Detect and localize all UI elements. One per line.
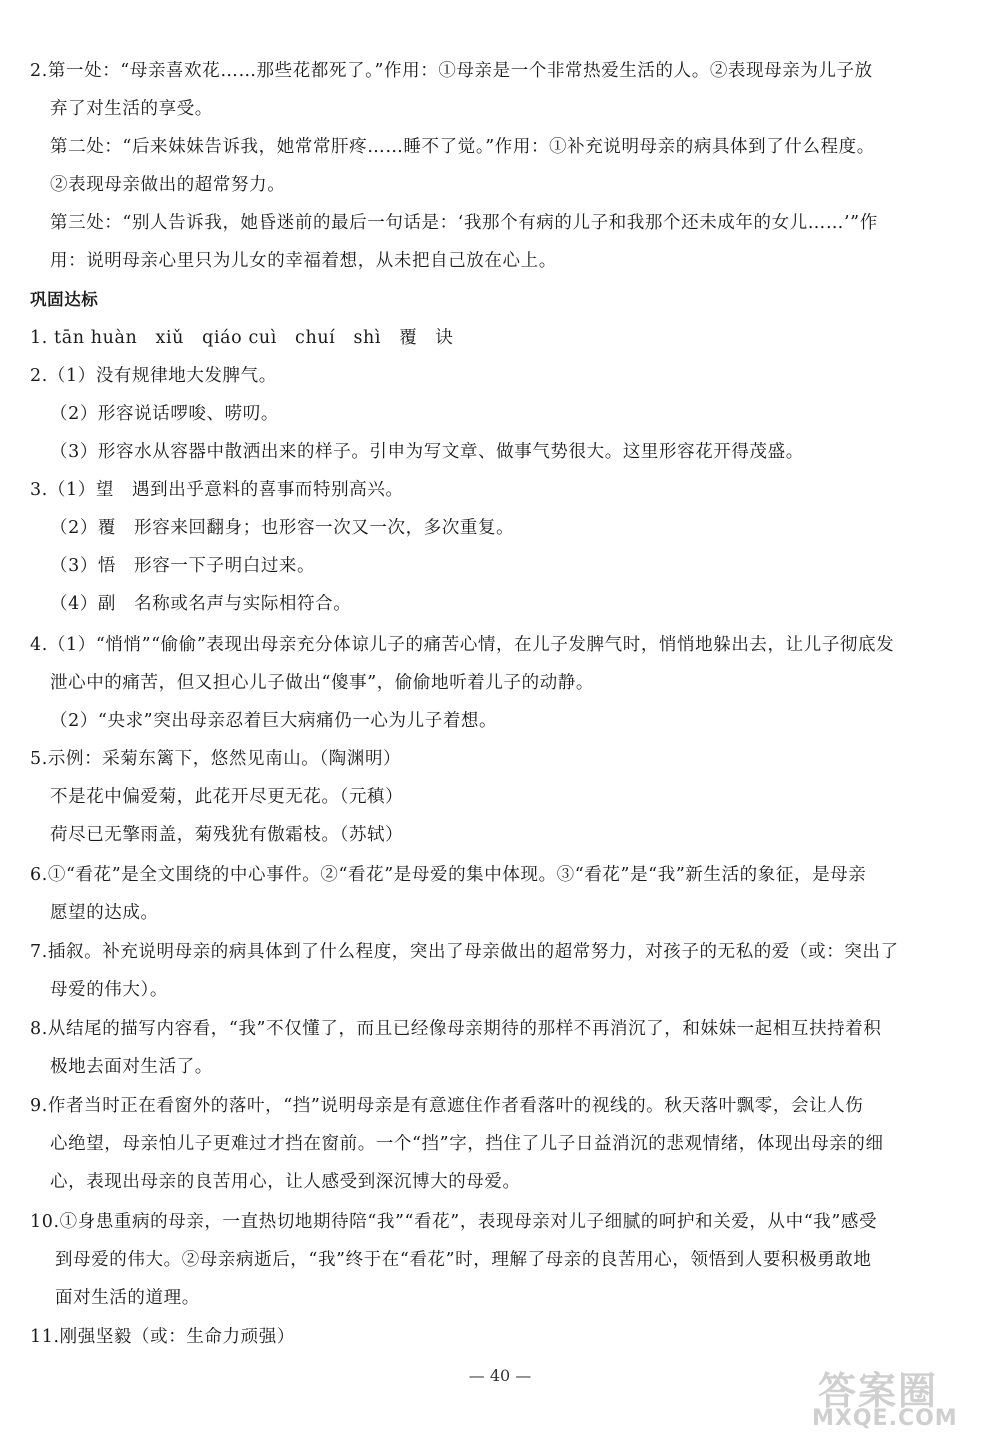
answer-line: 第三处：“别人告诉我，她昏迷前的最后一句话是：‘我那个有病的儿子和我那个还未成年的女儿……’”作 [50, 213, 878, 233]
answer-line: 愿望的达成。 [50, 903, 159, 923]
answer-line: 荷尽已无擎雨盖，菊残犹有傲霜枝。（苏轼） [50, 825, 404, 845]
answer-line: （4）副 名称或名声与实际相符合。 [50, 594, 352, 614]
answer-line: 第二处：“后来妹妹告诉我，她常常肝疼……睡不了觉。”作用：①补充说明母亲的病具体到了什么程度。 [50, 137, 875, 157]
answer-line: 1. tān huàn xiǔ qiáo cuì chuí shì 覆 诀 [30, 328, 454, 348]
page-number: — 40 — [468, 1366, 532, 1385]
answer-line: 2.第一处：“母亲喜欢花……那些花都死了。”作用：①母亲是一个非常热爱生活的人。②表现母亲为儿子放 [30, 61, 873, 81]
answer-line: 7.插叙。补充说明母亲的病具体到了什么程度，突出了母亲做出的超常努力，对孩子的无私的爱（或：突出了 [30, 942, 899, 962]
answer-line: 8.从结尾的描写内容看，“我”不仅懂了，而且已经像母亲期待的那样不再消沉了，和妹妹一起相互扶持着积 [30, 1019, 882, 1039]
section-heading: 巩固达标 [30, 290, 99, 309]
watermark-bottom-text: MXQE.COM [812, 1406, 958, 1431]
answer-line: 4.（1）“悄悄”“偷偷”表现出母亲充分体谅儿子的痛苦心情，在儿子发脾气时，悄悄地躲出去，让儿子彻底发 [30, 635, 895, 655]
answer-line: 泄心中的痛苦，但又担心儿子做出“傻事”，偷偷地听着儿子的动静。 [50, 673, 594, 693]
answer-line: 用：说明母亲心里只为儿女的幸福着想，从未把自己放在心上。 [50, 251, 557, 271]
answer-line: 9.作者当时正在看窗外的落叶，“挡”说明母亲是有意遮住作者看落叶的视线的。秋天落叶飘零，会让人伤 [30, 1096, 864, 1116]
answer-line: （2）“央求”突出母亲忍着巨大病痛仍一心为儿子着想。 [50, 711, 498, 731]
answer-line: 心绝望，母亲怕儿子更难过才挡在窗前。一个“挡”字，挡住了儿子日益消沉的悲观情绪，体现出母亲的细 [50, 1134, 884, 1154]
answer-line: 面对生活的道理。 [55, 1288, 200, 1308]
answer-line: 10.①身患重病的母亲，一直热切地期待陪“我”“看花”，表现母亲对儿子细腻的呵护和关爱，从中“我”感受 [30, 1212, 878, 1232]
watermark-logo [812, 1360, 992, 1432]
answer-line: （3）悟 形容一下子明白过来。 [50, 556, 316, 576]
answer-line: 母爱的伟大）。 [50, 980, 168, 1000]
answer-line: （2）覆 形容来回翻身；也形容一次又一次，多次重复。 [50, 518, 515, 538]
answer-line: 5.示例：采菊东篱下，悠然见南山。（陶渊明） [30, 749, 402, 769]
answer-line: 3.（1）望 遇到出乎意料的喜事而特别高兴。 [30, 480, 404, 500]
answer-line: 极地去面对生活了。 [50, 1057, 213, 1077]
answer-line: 不是花中偏爱菊，此花开尽更无花。（元稹） [50, 787, 404, 807]
answer-line: 心，表现出母亲的良苦用心，让人感受到深沉博大的母爱。 [50, 1172, 521, 1192]
answer-line: ②表现母亲做出的超常努力。 [50, 175, 286, 195]
answer-line: 弃了对生活的享受。 [50, 99, 213, 119]
answer-line: 6.①“看花”是全文围绕的中心事件。②“看花”是母爱的集中体现。③“看花”是“我”新生活的象征，是母亲 [30, 865, 867, 885]
watermark-top-text: 答案圈 [818, 1369, 939, 1413]
answer-line: （2）形容说话啰唆、唠叨。 [50, 404, 279, 424]
answer-line: 11.刚强坚毅（或：生命力顽强） [30, 1327, 295, 1347]
answer-line: 到母爱的伟大。②母亲病逝后，“我”终于在“看花”时，理解了母亲的良苦用心，领悟到人要积极勇敢地 [55, 1250, 872, 1270]
answer-line: （3）形容水从容器中散洒出来的样子。引申为写文章、做事气势很大。这里形容花开得茂盛。 [50, 442, 804, 462]
answer-line: 2.（1）没有规律地大发脾气。 [30, 366, 277, 386]
